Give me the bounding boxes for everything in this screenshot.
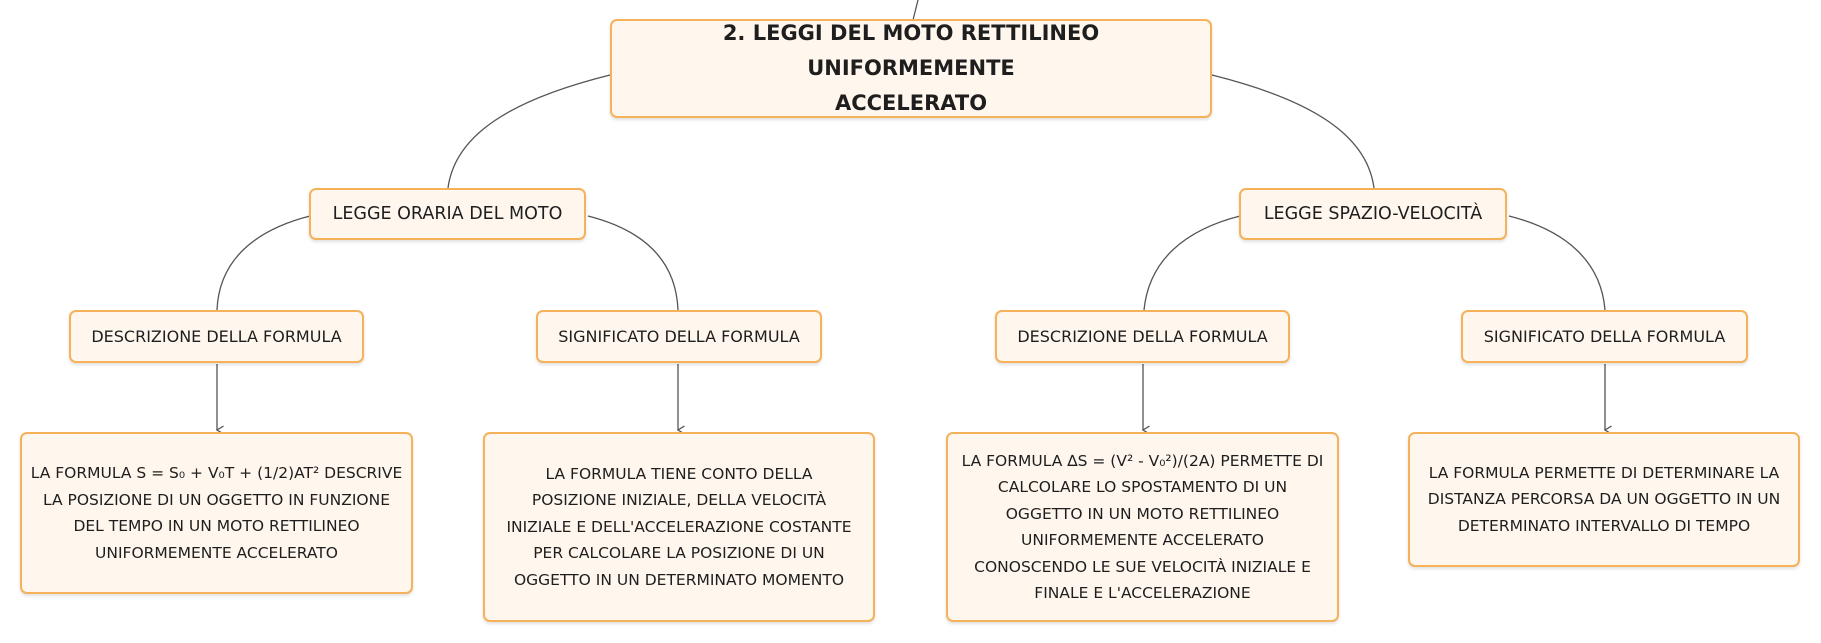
detail-line: DISTANZA PERCORSA DA UN OGGETTO IN UN <box>1427 490 1781 509</box>
detail-significato-oraria[interactable] <box>483 432 875 622</box>
connector-root-left <box>448 75 610 188</box>
detail-line: DETERMINATO INTERVALLO DI TEMPO <box>1457 516 1751 535</box>
connector-left-desc <box>217 216 310 310</box>
root-title-line-2: ACCELERATO <box>834 91 988 115</box>
leaf-descrizione-oraria[interactable] <box>69 310 364 363</box>
branch-label: LEGGE ORARIA DEL MOTO <box>332 204 563 224</box>
detail-line: LA FORMULA TIENE CONTO DELLA <box>545 464 813 483</box>
leaf-label: SIGNIFICATO DELLA FORMULA <box>558 327 800 346</box>
detail-line: FINALE E L'ACCELERAZIONE <box>1034 584 1251 602</box>
root-title-line-1: 2. LEGGI DEL MOTO RETTILINEO UNIFORMEMENTE <box>722 21 1100 80</box>
detail-line: OGGETTO IN UN DETERMINATO MOMENTO <box>513 570 845 589</box>
detail-line: PER CALCOLARE LA POSIZIONE DI UN <box>533 544 825 563</box>
detail-line: OGGETTO IN UN MOTO RETTILINEO <box>1005 504 1280 523</box>
branch-legge-spazio-velocita[interactable] <box>1239 188 1507 240</box>
connector-right-desc <box>1144 216 1240 310</box>
connector-left-sign <box>588 216 678 310</box>
leaf-label: SIGNIFICATO DELLA FORMULA <box>1483 327 1726 346</box>
leaf-label: DESCRIZIONE DELLA FORMULA <box>91 327 342 346</box>
detail-line: POSIZIONE INIZIALE, DELLA VELOCITÀ <box>531 491 827 510</box>
detail-line: LA FORMULA ∆S = (V² - V₀²)/(2A) PERMETTE DI <box>961 451 1324 470</box>
detail-line: DEL TEMPO IN UN MOTO RETTILINEO <box>73 517 360 535</box>
branch-label: LEGGE SPAZIO-VELOCITÀ <box>1263 204 1483 224</box>
leaf-label: DESCRIZIONE DELLA FORMULA <box>1017 327 1268 346</box>
branch-legge-oraria[interactable] <box>309 188 586 240</box>
detail-line: CONOSCENDO LE SUE VELOCITÀ INIZIALE E <box>974 557 1311 576</box>
leaf-significato-spazio[interactable] <box>1461 310 1748 363</box>
detail-line: UNIFORMEMENTE ACCELERATO <box>95 543 338 562</box>
detail-descrizione-spazio[interactable] <box>946 432 1339 622</box>
detail-line: UNIFORMEMENTE ACCELERATO <box>1021 531 1264 549</box>
detail-line: INIZIALE E DELL'ACCELERAZIONE COSTANTE <box>506 517 852 536</box>
leaf-significato-oraria[interactable] <box>536 310 822 363</box>
detail-line: LA FORMULA PERMETTE DI DETERMINARE LA <box>1428 463 1780 482</box>
detail-significato-spazio[interactable] <box>1408 432 1800 567</box>
detail-line: CALCOLARE LO SPOSTAMENTO DI UN <box>997 478 1288 496</box>
detail-line: LA POSIZIONE DI UN OGGETTO IN FUNZIONE <box>42 490 391 509</box>
leaf-descrizione-spazio[interactable] <box>995 310 1290 363</box>
detail-line: LA FORMULA S = S₀ + V₀T + (1/2)AT² DESCRIVE <box>30 464 403 482</box>
connector-root-right <box>1212 75 1374 188</box>
detail-descrizione-oraria[interactable] <box>20 432 413 594</box>
connector-right-sign <box>1509 216 1605 310</box>
root-node[interactable] <box>610 19 1212 118</box>
